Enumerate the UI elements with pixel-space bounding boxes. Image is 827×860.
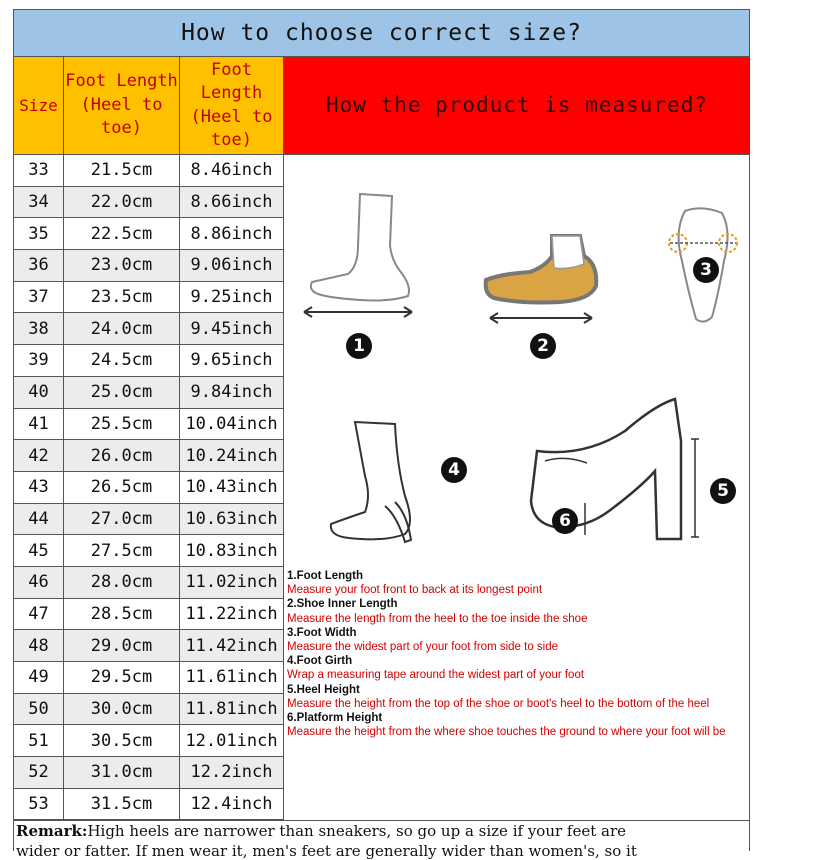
remark-line-1: High heels are narrower than sneakers, so go up a size if your feet are [87, 822, 627, 840]
foot-length-inch-cell: 10.04inch [180, 409, 284, 440]
header-measure-method: How the product is measured? [284, 57, 750, 155]
size-cell: 48 [14, 630, 64, 661]
foot-girth-icon [325, 416, 435, 556]
size-cell: 34 [14, 187, 64, 218]
remark [14, 820, 749, 860]
size-cell: 44 [14, 504, 64, 535]
foot-length-cm-cell: 26.5cm [64, 472, 180, 503]
foot-length-cm-cell: 29.5cm [64, 662, 180, 693]
size-cell: 36 [14, 250, 64, 281]
size-cell: 45 [14, 535, 64, 566]
foot-length-cm-cell: 25.5cm [64, 409, 180, 440]
foot-length-cm-cell: 30.5cm [64, 725, 180, 756]
foot-length-cm-cell: 27.0cm [64, 504, 180, 535]
badge-2: 2 [530, 333, 556, 359]
table-row [14, 757, 284, 789]
table-row [14, 409, 284, 441]
note-heading: 2.Shoe Inner Length [287, 598, 398, 611]
table-row [14, 250, 284, 282]
foot-length-cm-cell: 24.0cm [64, 313, 180, 344]
size-cell: 51 [14, 725, 64, 756]
note-text: Wrap a measuring tape around the widest part of your foot [287, 669, 585, 682]
foot-length-inch-cell: 12.2inch [180, 757, 284, 788]
badge-5: 5 [710, 478, 736, 504]
table-row [14, 472, 284, 504]
note-text: Measure the height from the where shoe touches the ground to where your foot will be [287, 726, 726, 739]
note-text: Measure the length from the heel to the toe inside the shoe [287, 612, 588, 625]
size-cell: 38 [14, 313, 64, 344]
foot-length-cm-cell: 30.0cm [64, 694, 180, 725]
foot-length-inch-cell: 8.46inch [180, 155, 284, 186]
size-cell: 39 [14, 345, 64, 376]
note-text: Measure the height from the top of the shoe or boot's heel to the bottom of the heel [287, 697, 710, 710]
foot-length-inch-cell: 8.66inch [180, 187, 284, 218]
foot-length-inch-cell: 12.4inch [180, 789, 284, 820]
table-row [14, 345, 284, 377]
foot-length-inch-cell: 9.45inch [180, 313, 284, 344]
note-heading: 6.Platform Height [287, 712, 383, 725]
size-cell: 53 [14, 789, 64, 820]
foot-length-inch-cell: 10.83inch [180, 535, 284, 566]
table-row [14, 504, 284, 536]
size-cell: 49 [14, 662, 64, 693]
foot-length-inch-cell: 11.42inch [180, 630, 284, 661]
chart-title: How to choose correct size? [14, 10, 749, 57]
size-cell: 37 [14, 282, 64, 313]
badge-1: 1 [346, 333, 372, 359]
foot-length-cm-cell: 22.0cm [64, 187, 180, 218]
size-cell: 40 [14, 377, 64, 408]
size-table [14, 155, 284, 820]
foot-length-cm-cell: 31.5cm [64, 789, 180, 820]
note-heading: 4.Foot Girth [287, 655, 353, 668]
table-row [14, 662, 284, 694]
note-heading: 1.Foot Length [287, 570, 364, 582]
table-row [14, 377, 284, 409]
remark-line-2: wider or fatter. If men wear it, men's feet are generally wider than women's, so it [16, 842, 637, 860]
foot-length-inch-cell: 10.24inch [180, 440, 284, 471]
foot-length-cm-cell: 26.0cm [64, 440, 180, 471]
size-cell: 52 [14, 757, 64, 788]
size-cell: 50 [14, 694, 64, 725]
foot-length-cm-cell: 29.0cm [64, 630, 180, 661]
table-row [14, 599, 284, 631]
measurement-notes [287, 569, 747, 739]
header-foot-length-cm: Foot Length (Heel to toe) [64, 57, 180, 155]
badge-3: 3 [693, 257, 719, 283]
foot-length-cm-cell: 22.5cm [64, 218, 180, 249]
note-text: Measure your foot front to back at its longest point [287, 584, 543, 597]
foot-length-cm-cell: 25.0cm [64, 377, 180, 408]
size-cell: 42 [14, 440, 64, 471]
foot-length-inch-cell: 11.02inch [180, 567, 284, 598]
foot-side-icon [300, 186, 420, 326]
badge-4: 4 [441, 457, 467, 483]
table-row [14, 630, 284, 662]
foot-length-cm-cell: 21.5cm [64, 155, 180, 186]
foot-length-cm-cell: 23.0cm [64, 250, 180, 281]
foot-length-inch-cell: 9.65inch [180, 345, 284, 376]
table-row [14, 187, 284, 219]
table-row [14, 567, 284, 599]
foot-length-inch-cell: 9.25inch [180, 282, 284, 313]
size-cell: 41 [14, 409, 64, 440]
table-row [14, 725, 284, 757]
header-size: Size [14, 57, 64, 155]
badge-6: 6 [552, 508, 578, 534]
foot-length-cm-cell: 31.0cm [64, 757, 180, 788]
foot-length-cm-cell: 28.0cm [64, 567, 180, 598]
foot-length-inch-cell: 8.86inch [180, 218, 284, 249]
size-cell: 43 [14, 472, 64, 503]
note-heading: 3.Foot Width [287, 626, 357, 639]
size-cell: 47 [14, 599, 64, 630]
size-cell: 46 [14, 567, 64, 598]
table-row [14, 218, 284, 250]
header-foot-length-inch: Foot Length (Heel to toe) [180, 57, 284, 155]
size-cell: 33 [14, 155, 64, 186]
foot-length-inch-cell: 11.61inch [180, 662, 284, 693]
note-text: Measure the widest part of your foot from side to side [287, 641, 559, 654]
table-row [14, 535, 284, 567]
foot-length-cm-cell: 23.5cm [64, 282, 180, 313]
foot-length-inch-cell: 10.63inch [180, 504, 284, 535]
shoe-inner-icon [480, 226, 605, 326]
table-row [14, 789, 284, 821]
foot-length-cm-cell: 28.5cm [64, 599, 180, 630]
foot-length-inch-cell: 11.22inch [180, 599, 284, 630]
foot-length-inch-cell: 9.06inch [180, 250, 284, 281]
foot-length-inch-cell: 12.01inch [180, 725, 284, 756]
note-heading: 5.Heel Height [287, 683, 360, 696]
size-cell: 35 [14, 218, 64, 249]
table-row [14, 282, 284, 314]
foot-length-cm-cell: 27.5cm [64, 535, 180, 566]
table-row [14, 440, 284, 472]
foot-length-inch-cell: 11.81inch [180, 694, 284, 725]
table-row [14, 313, 284, 345]
foot-length-cm-cell: 24.5cm [64, 345, 180, 376]
table-row [14, 694, 284, 726]
foot-length-inch-cell: 10.43inch [180, 472, 284, 503]
table-row [14, 155, 284, 187]
remark-label: Remark: [16, 822, 88, 840]
foot-length-inch-cell: 9.84inch [180, 377, 284, 408]
